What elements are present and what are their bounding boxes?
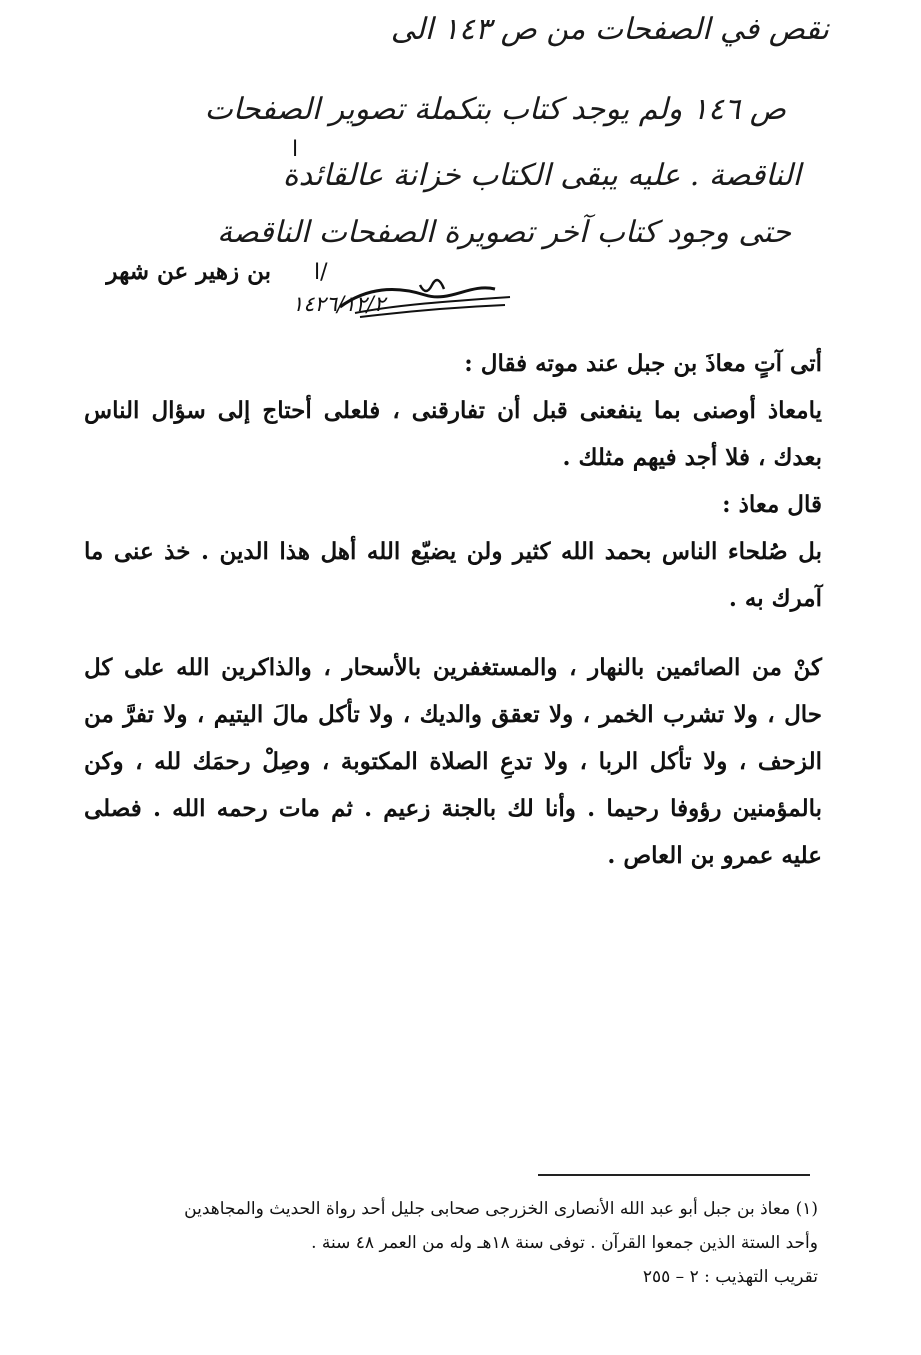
handwritten-note-line-2: ص ١٤٦ ولم يوجد كتاب بتكملة تصوير الصفحات (204, 92, 786, 127)
footnote-line-3: تقريب التهذيب : ٢ – ٢٥٥ (642, 1267, 818, 1287)
paragraph-reply: بل صُلحاء الناس بحمد الله كثير ولن يضيّع الله أهل هذا الدين . خذ عنى ما آمرك به . (84, 538, 822, 612)
paragraph-advice: كنْ من الصائمين بالنهار ، والمستغفرين بالأسحار ، والذاكرين الله على كل حال ، ولا تشرب الخمر ، ولا تعقق والديك ، ولا تأكل مالَ اليتيم ، ولا تفرَّ من الزحف ، ولا تأكل الربا ، ولا تدعِ الصلاة المكتوبة ، وصِلْ رحمَك لله ، وكن بالمؤمنين رؤوفا رحيما . وأنا لك بالجنة زعيم . ثم مات رحمه الله . فصلى عليه عمرو بن العاص . (84, 654, 822, 869)
main-body-text (84, 340, 822, 879)
paragraph-gap (84, 622, 822, 644)
signature-date: ١٤٢٦/١٢/٢ (292, 292, 386, 316)
paragraph-intro: أتى آتٍ معاذَ بن جبل عند موته فقال : (464, 350, 822, 377)
handwritten-note-line-1: نقص في الصفحات من ص ١٤٣ الى (390, 12, 829, 47)
handwritten-note-line-4: حتى وجود كتاب آخر تصويرة الصفحات الناقصة (217, 215, 791, 250)
footnote-line-1: (١) معاذ بن جبل أبو عبد الله الأنصارى الخزرجى صحابى جليل أحد رواة الحديث والمجاهدين (184, 1199, 818, 1219)
footnote-divider (538, 1174, 810, 1176)
footnote-block (68, 1192, 818, 1294)
paragraph-request: يامعاذ أوصنى بما ينفعنى قبل أن تفارقنى ، فلعلى أحتاج إلى سؤال الناس بعدك ، فلا أجد فيهم مثلك . (84, 397, 822, 471)
handwritten-note-line-3: الناقصة . عليه يبقى الكتاب خزانة عالقائدة (282, 158, 801, 193)
handwritten-mark-2: ا/ (314, 260, 328, 285)
paragraph-speaker: قال معاذ : (722, 491, 822, 518)
handwritten-mark-1: ا (292, 137, 299, 162)
footnote-line-2: وأحد الستة الذين جمعوا القرآن . توفى سنة ١٨هـ وله من العمر ٤٨ سنة . (311, 1233, 818, 1253)
margin-text-fragment: بن زهير عن شهر (106, 258, 271, 285)
